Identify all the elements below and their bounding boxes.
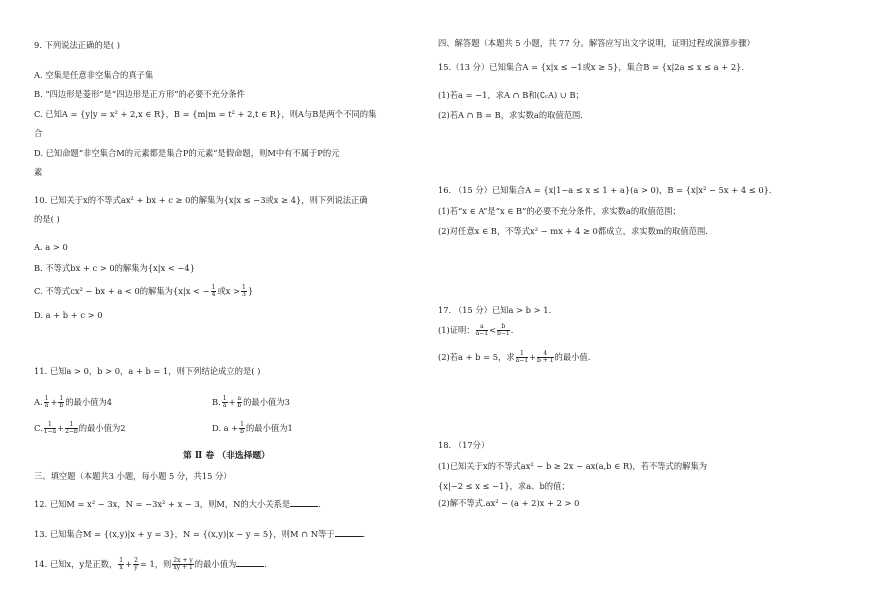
q9-stem: 9. 下列说法正确的是( ) (34, 40, 121, 50)
q15-stem: 15.（13 分）已知集合A = {x|x ≤ −1或x ≥ 5}，集合B = {x|2a ≤ x ≤ a + 2}. (438, 62, 745, 72)
part2-title: 第 Ⅱ 卷 （非选择题） (183, 451, 270, 461)
q14: 14. 已知x，y是正数， $\frac{1}{x}$ + $\frac{2}{y}$ = 1，则 $\frac{2x + y}{xy + 1}$ 的最小值为 . (34, 557, 267, 571)
left-column (34, 0, 419, 614)
q16-stem: 16. （15 分）已知集合A = {x|1−a ≤ x ≤ 1 + a}(a > 0)，B = {x|x² − 5x + 4 ≤ 0}. (438, 185, 772, 195)
section3-heading: 三、填空题（本题共3 小题，每小题 5 分，共15 分） (34, 471, 232, 481)
q18-stem: 18. （17分） (438, 440, 490, 450)
q9-option-c: C. 已知A = {y|y = x² + 2,x ∈ R}，B = {m|m = t² + 2,t ∈ R}，则A与B是两个不同的集 (34, 109, 377, 119)
q10-stem: 10. 已知关于x的不等式ax² + bx + c ≥ 0的解集为{x|x ≤ −3或x ≥ 4}，则下列说法正确 (34, 195, 368, 205)
fraction: $\frac{1}{b}$ (240, 421, 244, 435)
fraction: $\frac{2}{y}$ (134, 557, 138, 571)
q10-stem-cont: 的是( ) (34, 214, 60, 224)
q12: 12. 已知M = x² − 3x，N = −3x² + x − 3，则M，N的大小关系是 . (34, 499, 321, 509)
q16-part2: (2)对任意x ∈ B，不等式x² − mx + 4 ≥ 0都成立，求实数m的取值范围. (438, 226, 708, 236)
fraction: $\frac{4}{b + 1}$ (537, 350, 554, 364)
q11-option-b: B. $\frac{1}{a}$ + $\frac{a}{b}$ 的最小值为3 (212, 395, 290, 409)
q11-option-d: D. a + $\frac{1}{b}$ 的最小值为1 (212, 421, 293, 435)
answer-blank (335, 529, 363, 537)
q10-option-d: D. a + b + c > 0 (34, 310, 103, 320)
answer-blank (290, 499, 318, 507)
q9-option-a: A. 空集是任意非空集合的真子集 (34, 70, 154, 80)
q9-option-c-cont: 合 (34, 128, 43, 138)
q15-part2: (2)若A ∩ B = B，求实数a的取值范围. (438, 110, 583, 120)
section4-heading: 四、解答题（本题共 5 小题，共 77 分。解答应写出文字说明，证明过程或演算步骤） (438, 38, 755, 48)
fraction: $\frac{1}{x}$ (119, 557, 124, 571)
answer-blank (236, 559, 264, 567)
fraction: $\frac{a}{a-1}$ (475, 323, 489, 337)
q18-part1: (1)已知关于x的不等式ax² − b ≥ 2x − ax(a,b ∈ R)，若不等式的解集为 (438, 461, 708, 471)
right-column (438, 0, 843, 614)
fraction: $\frac{1}{a}$ (222, 395, 227, 409)
fraction: $\frac{1}{a}$ (44, 395, 49, 409)
q10-option-c: C. 不等式cx² − bx + a < 0的解集为{x|x < − $\frac{1}{4}$ 或x > $\frac{1}{3}$ } (34, 284, 254, 298)
q11-option-c: C. $\frac{1}{1-a}$ + $\frac{1}{2-b}$ 的最小值为2 (34, 421, 126, 435)
q18-part2: (2)解不等式.ax² − (a + 2)x + 2 > 0 (438, 498, 580, 508)
fraction: $\frac{a}{b}$ (237, 395, 242, 409)
fraction: $\frac{1}{4}$ (211, 284, 216, 298)
q9-option-d-cont: 素 (34, 167, 43, 177)
q9-option-d: D. 已知命题“非空集合M的元素都是集合P的元素”是假命题，则M中有不属于P的元 (34, 148, 340, 158)
fraction: $\frac{2x + y}{xy + 1}$ (173, 557, 193, 571)
fraction: $\frac{1}{2-b}$ (65, 421, 78, 435)
q10-option-b: B. 不等式bx + c > 0的解集为{x|x < −4} (34, 263, 195, 273)
q16-part1: (1)若“x ∈ A”是“x ∈ B”的必要不充分条件，求实数a的取值范围； (438, 206, 681, 216)
q18-part1-cont: {x|−2 ≤ x ≤ −1}，求a、b的值； (438, 481, 570, 491)
q17-stem: 17. （15 分）已知a > b > 1. (438, 305, 552, 315)
q11-option-a: A. $\frac{1}{a}$ + $\frac{1}{b}$ 的最小值为4 (34, 395, 113, 409)
q13: 13. 已知集合M = {(x,y)|x + y = 3}，N = {(x,y)|x − y = 5}，则M ∩ N等于 . (34, 529, 366, 539)
fraction: $\frac{1}{a-1}$ (515, 350, 529, 364)
q17-part1: (1)证明： $\frac{a}{a-1}$ < $\frac{b}{b-1}$ . (438, 323, 514, 337)
q10-option-a: A. a > 0 (34, 242, 68, 252)
fraction: $\frac{1}{3}$ (241, 284, 246, 298)
fraction: $\frac{1}{1-a}$ (43, 421, 57, 435)
fraction: $\frac{1}{b}$ (59, 395, 64, 409)
q15-part1: (1)若a = −1，求A ∩ B和(∁ᵣA) ∪ B； (438, 90, 584, 100)
q9-option-b: B. “四边形是菱形”是“四边形是正方形”的必要不充分条件 (34, 89, 245, 99)
q17-part2: (2)若a + b = 5，求 $\frac{1}{a-1}$ + $\frac{4}{b + 1}$ 的最小值. (438, 350, 591, 364)
q11-stem: 11. 已知a > 0，b > 0，a + b = 1，则下列结论成立的是( ) (34, 366, 261, 376)
fraction: $\frac{b}{b-1}$ (497, 323, 510, 337)
